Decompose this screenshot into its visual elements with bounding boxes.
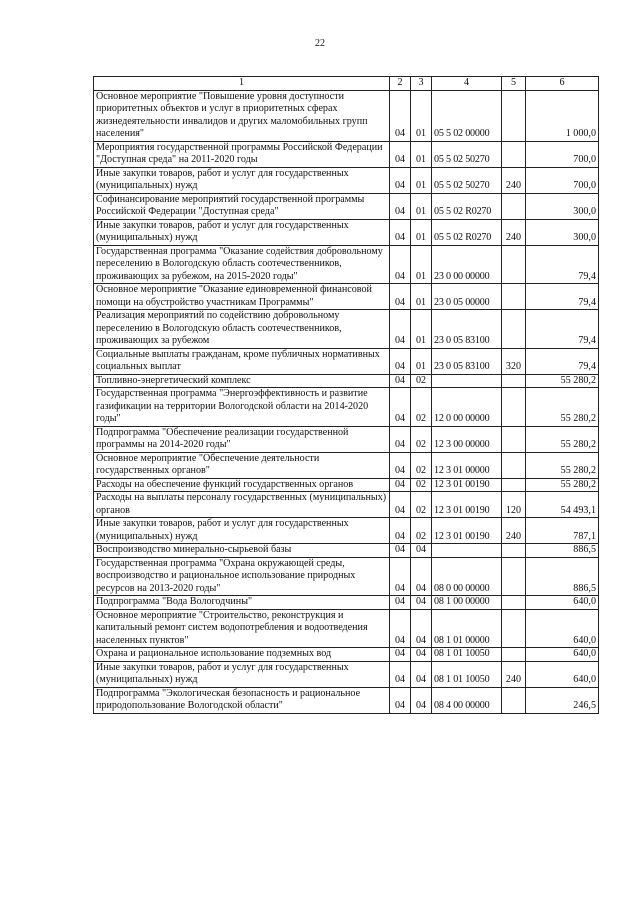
- row-name: Государственная программа "Оказание содействия добровольному переселению в Вологодскую область соотечественников, проживающих за рубежом, на 2015-2020 годы": [94, 245, 390, 284]
- row-expense-type: [502, 648, 526, 662]
- column-header-subsection: 3: [411, 77, 432, 91]
- row-section: 04: [390, 609, 411, 648]
- table-row: [94, 219, 599, 245]
- row-expense-type: [502, 609, 526, 648]
- row-name: Расходы на выплаты персоналу государственных (муниципальных) органов: [94, 492, 390, 518]
- column-header-expense-type: 5: [502, 77, 526, 91]
- row-expense-type: [502, 310, 526, 349]
- row-section: 04: [390, 557, 411, 596]
- row-name: Иные закупки товаров, работ и услуг для государственных (муниципальных) нужд: [94, 661, 390, 687]
- table-row: [94, 348, 599, 374]
- row-expense-type: [502, 687, 526, 713]
- row-subsection: 01: [411, 348, 432, 374]
- row-section: 04: [390, 426, 411, 452]
- row-section: 04: [390, 245, 411, 284]
- row-section: 04: [390, 452, 411, 478]
- row-expense-type: 240: [502, 167, 526, 193]
- table-row: [94, 167, 599, 193]
- row-section: 04: [390, 374, 411, 388]
- row-amount: 54 493,1: [526, 492, 599, 518]
- row-target-article: 23 0 05 83100: [432, 310, 502, 349]
- row-expense-type: [502, 596, 526, 610]
- row-amount: 55 280,2: [526, 426, 599, 452]
- row-section: 04: [390, 596, 411, 610]
- table-row: [94, 193, 599, 219]
- row-amount: 79,4: [526, 284, 599, 310]
- row-amount: 79,4: [526, 348, 599, 374]
- table-row: [94, 388, 599, 427]
- row-amount: 640,0: [526, 596, 599, 610]
- row-name: Софинансирование мероприятий государственной программы Российской Федерации "Доступная среда": [94, 193, 390, 219]
- row-section: 04: [390, 193, 411, 219]
- row-target-article: 05 5 02 50270: [432, 141, 502, 167]
- row-expense-type: [502, 284, 526, 310]
- row-target-article: 23 0 00 00000: [432, 245, 502, 284]
- row-expense-type: [502, 245, 526, 284]
- table-row: [94, 426, 599, 452]
- row-amount: 640,0: [526, 648, 599, 662]
- row-amount: 55 280,2: [526, 374, 599, 388]
- row-target-article: 23 0 05 83100: [432, 348, 502, 374]
- table-row: [94, 518, 599, 544]
- row-name: Государственная программа "Охрана окружающей среды, воспроизводство и рациональное использование природных ресурсов на 2013-2020 годы": [94, 557, 390, 596]
- table-row: [94, 661, 599, 687]
- row-amount: 300,0: [526, 219, 599, 245]
- table-header-row: [94, 77, 599, 91]
- row-section: 04: [390, 388, 411, 427]
- row-target-article: 05 5 02 R0270: [432, 219, 502, 245]
- row-name: Основное мероприятие "Обеспечение деятельности государственных органов": [94, 452, 390, 478]
- page-number: 22: [315, 38, 325, 49]
- row-amount: 246,5: [526, 687, 599, 713]
- table-row: [94, 596, 599, 610]
- table-row: [94, 141, 599, 167]
- row-expense-type: [502, 193, 526, 219]
- row-name: Основное мероприятие "Повышение уровня доступности приоритетных объектов и услуг в приоритетных сферах жизнедеятельности инвалидов и других маломобильных групп населения": [94, 90, 390, 141]
- row-target-article: 08 1 01 00000: [432, 609, 502, 648]
- row-section: 04: [390, 348, 411, 374]
- row-target-article: 12 0 00 00000: [432, 388, 502, 427]
- table-row: [94, 310, 599, 349]
- row-amount: 640,0: [526, 609, 599, 648]
- column-header-amount: 6: [526, 77, 599, 91]
- row-target-article: 05 5 02 R0270: [432, 193, 502, 219]
- row-expense-type: [502, 426, 526, 452]
- row-name: Топливно-энергетический комплекс: [94, 374, 390, 388]
- row-expense-type: 240: [502, 219, 526, 245]
- row-name: Социальные выплаты гражданам, кроме публичных нормативных социальных выплат: [94, 348, 390, 374]
- row-section: 04: [390, 518, 411, 544]
- row-expense-type: [502, 141, 526, 167]
- row-name: Подпрограмма "Вода Вологодчины": [94, 596, 390, 610]
- row-amount: 55 280,2: [526, 388, 599, 427]
- row-section: 04: [390, 492, 411, 518]
- row-amount: 787,1: [526, 518, 599, 544]
- row-name: Иные закупки товаров, работ и услуг для государственных (муниципальных) нужд: [94, 219, 390, 245]
- table-row: [94, 557, 599, 596]
- column-header-target-article: 4: [432, 77, 502, 91]
- row-target-article: 12 3 01 00190: [432, 518, 502, 544]
- row-name: Мероприятия государственной программы Российской Федерации "Доступная среда" на 2011-2020 годы: [94, 141, 390, 167]
- row-subsection: 04: [411, 544, 432, 558]
- row-section: 04: [390, 687, 411, 713]
- row-target-article: 08 1 00 00000: [432, 596, 502, 610]
- row-amount: 640,0: [526, 661, 599, 687]
- row-target-article: [432, 544, 502, 558]
- row-amount: 1 000,0: [526, 90, 599, 141]
- row-subsection: 02: [411, 518, 432, 544]
- row-subsection: 01: [411, 141, 432, 167]
- row-name: Подпрограмма "Экологическая безопасность и рациональное природопользование Вологодской области": [94, 687, 390, 713]
- row-expense-type: [502, 478, 526, 492]
- table-row: [94, 687, 599, 713]
- row-subsection: 04: [411, 596, 432, 610]
- table-row: [94, 284, 599, 310]
- row-target-article: 08 1 01 10050: [432, 661, 502, 687]
- row-expense-type: 240: [502, 518, 526, 544]
- row-amount: 55 280,2: [526, 478, 599, 492]
- row-target-article: 12 3 01 00190: [432, 492, 502, 518]
- row-amount: 79,4: [526, 245, 599, 284]
- column-header-section: 2: [390, 77, 411, 91]
- table-row: [94, 478, 599, 492]
- row-amount: 55 280,2: [526, 452, 599, 478]
- row-expense-type: [502, 544, 526, 558]
- row-subsection: 04: [411, 687, 432, 713]
- row-subsection: 01: [411, 245, 432, 284]
- row-target-article: 12 3 01 00000: [432, 452, 502, 478]
- row-name: Воспроизводство минерально-сырьевой базы: [94, 544, 390, 558]
- row-expense-type: [502, 557, 526, 596]
- row-target-article: [432, 374, 502, 388]
- row-target-article: 05 5 02 00000: [432, 90, 502, 141]
- table-row: [94, 609, 599, 648]
- budget-table: [93, 76, 599, 714]
- row-subsection: 02: [411, 426, 432, 452]
- table-row: [94, 374, 599, 388]
- row-subsection: 02: [411, 492, 432, 518]
- row-amount: 700,0: [526, 167, 599, 193]
- row-expense-type: [502, 374, 526, 388]
- row-subsection: 04: [411, 609, 432, 648]
- table-row: [94, 492, 599, 518]
- row-amount: 79,4: [526, 310, 599, 349]
- row-name: Подпрограмма "Обеспечение реализации государственной программы на 2014-2020 годы": [94, 426, 390, 452]
- row-target-article: 05 5 02 50270: [432, 167, 502, 193]
- row-subsection: 02: [411, 452, 432, 478]
- row-subsection: 04: [411, 648, 432, 662]
- row-expense-type: 120: [502, 492, 526, 518]
- row-name: Основное мероприятие "Строительство, реконструкция и капитальный ремонт систем водопотребления и водоотведения населенных пунктов": [94, 609, 390, 648]
- row-expense-type: [502, 388, 526, 427]
- row-subsection: 01: [411, 193, 432, 219]
- row-expense-type: [502, 452, 526, 478]
- row-name: Охрана и рациональное использование подземных вод: [94, 648, 390, 662]
- table-row: [94, 245, 599, 284]
- row-amount: 886,5: [526, 557, 599, 596]
- row-subsection: 01: [411, 167, 432, 193]
- row-name: Иные закупки товаров, работ и услуг для государственных (муниципальных) нужд: [94, 167, 390, 193]
- row-section: 04: [390, 544, 411, 558]
- row-target-article: 12 3 00 00000: [432, 426, 502, 452]
- row-section: 04: [390, 478, 411, 492]
- row-name: Основное мероприятие "Оказание единовременной финансовой помощи на обустройство участникам Программы": [94, 284, 390, 310]
- row-target-article: 12 3 01 00190: [432, 478, 502, 492]
- row-target-article: 23 0 05 00000: [432, 284, 502, 310]
- row-name: Реализация мероприятий по содействию добровольному переселению в Вологодскую область соотечественников, проживающих за рубежом: [94, 310, 390, 349]
- row-expense-type: 320: [502, 348, 526, 374]
- row-section: 04: [390, 310, 411, 349]
- table-row: [94, 648, 599, 662]
- row-section: 04: [390, 219, 411, 245]
- row-amount: 700,0: [526, 141, 599, 167]
- table-row: [94, 452, 599, 478]
- row-name: Расходы на обеспечение функций государственных органов: [94, 478, 390, 492]
- row-subsection: 04: [411, 557, 432, 596]
- row-expense-type: 240: [502, 661, 526, 687]
- row-subsection: 02: [411, 388, 432, 427]
- column-header-name: 1: [94, 77, 390, 91]
- row-section: 04: [390, 90, 411, 141]
- row-subsection: 04: [411, 661, 432, 687]
- row-name: Иные закупки товаров, работ и услуг для государственных (муниципальных) нужд: [94, 518, 390, 544]
- row-subsection: 01: [411, 310, 432, 349]
- table-row: [94, 544, 599, 558]
- row-subsection: 02: [411, 478, 432, 492]
- row-section: 04: [390, 661, 411, 687]
- row-name: Государственная программа "Энергоэффективность и развитие газификации на территории Вологодской области на 2014-2020 годы": [94, 388, 390, 427]
- row-amount: 886,5: [526, 544, 599, 558]
- row-expense-type: [502, 90, 526, 141]
- row-section: 04: [390, 284, 411, 310]
- row-subsection: 02: [411, 374, 432, 388]
- row-subsection: 01: [411, 284, 432, 310]
- row-target-article: 08 0 00 00000: [432, 557, 502, 596]
- row-subsection: 01: [411, 90, 432, 141]
- row-section: 04: [390, 141, 411, 167]
- row-target-article: 08 4 00 00000: [432, 687, 502, 713]
- row-section: 04: [390, 167, 411, 193]
- table-row: [94, 90, 599, 141]
- row-target-article: 08 1 01 10050: [432, 648, 502, 662]
- row-amount: 300,0: [526, 193, 599, 219]
- row-section: 04: [390, 648, 411, 662]
- row-subsection: 01: [411, 219, 432, 245]
